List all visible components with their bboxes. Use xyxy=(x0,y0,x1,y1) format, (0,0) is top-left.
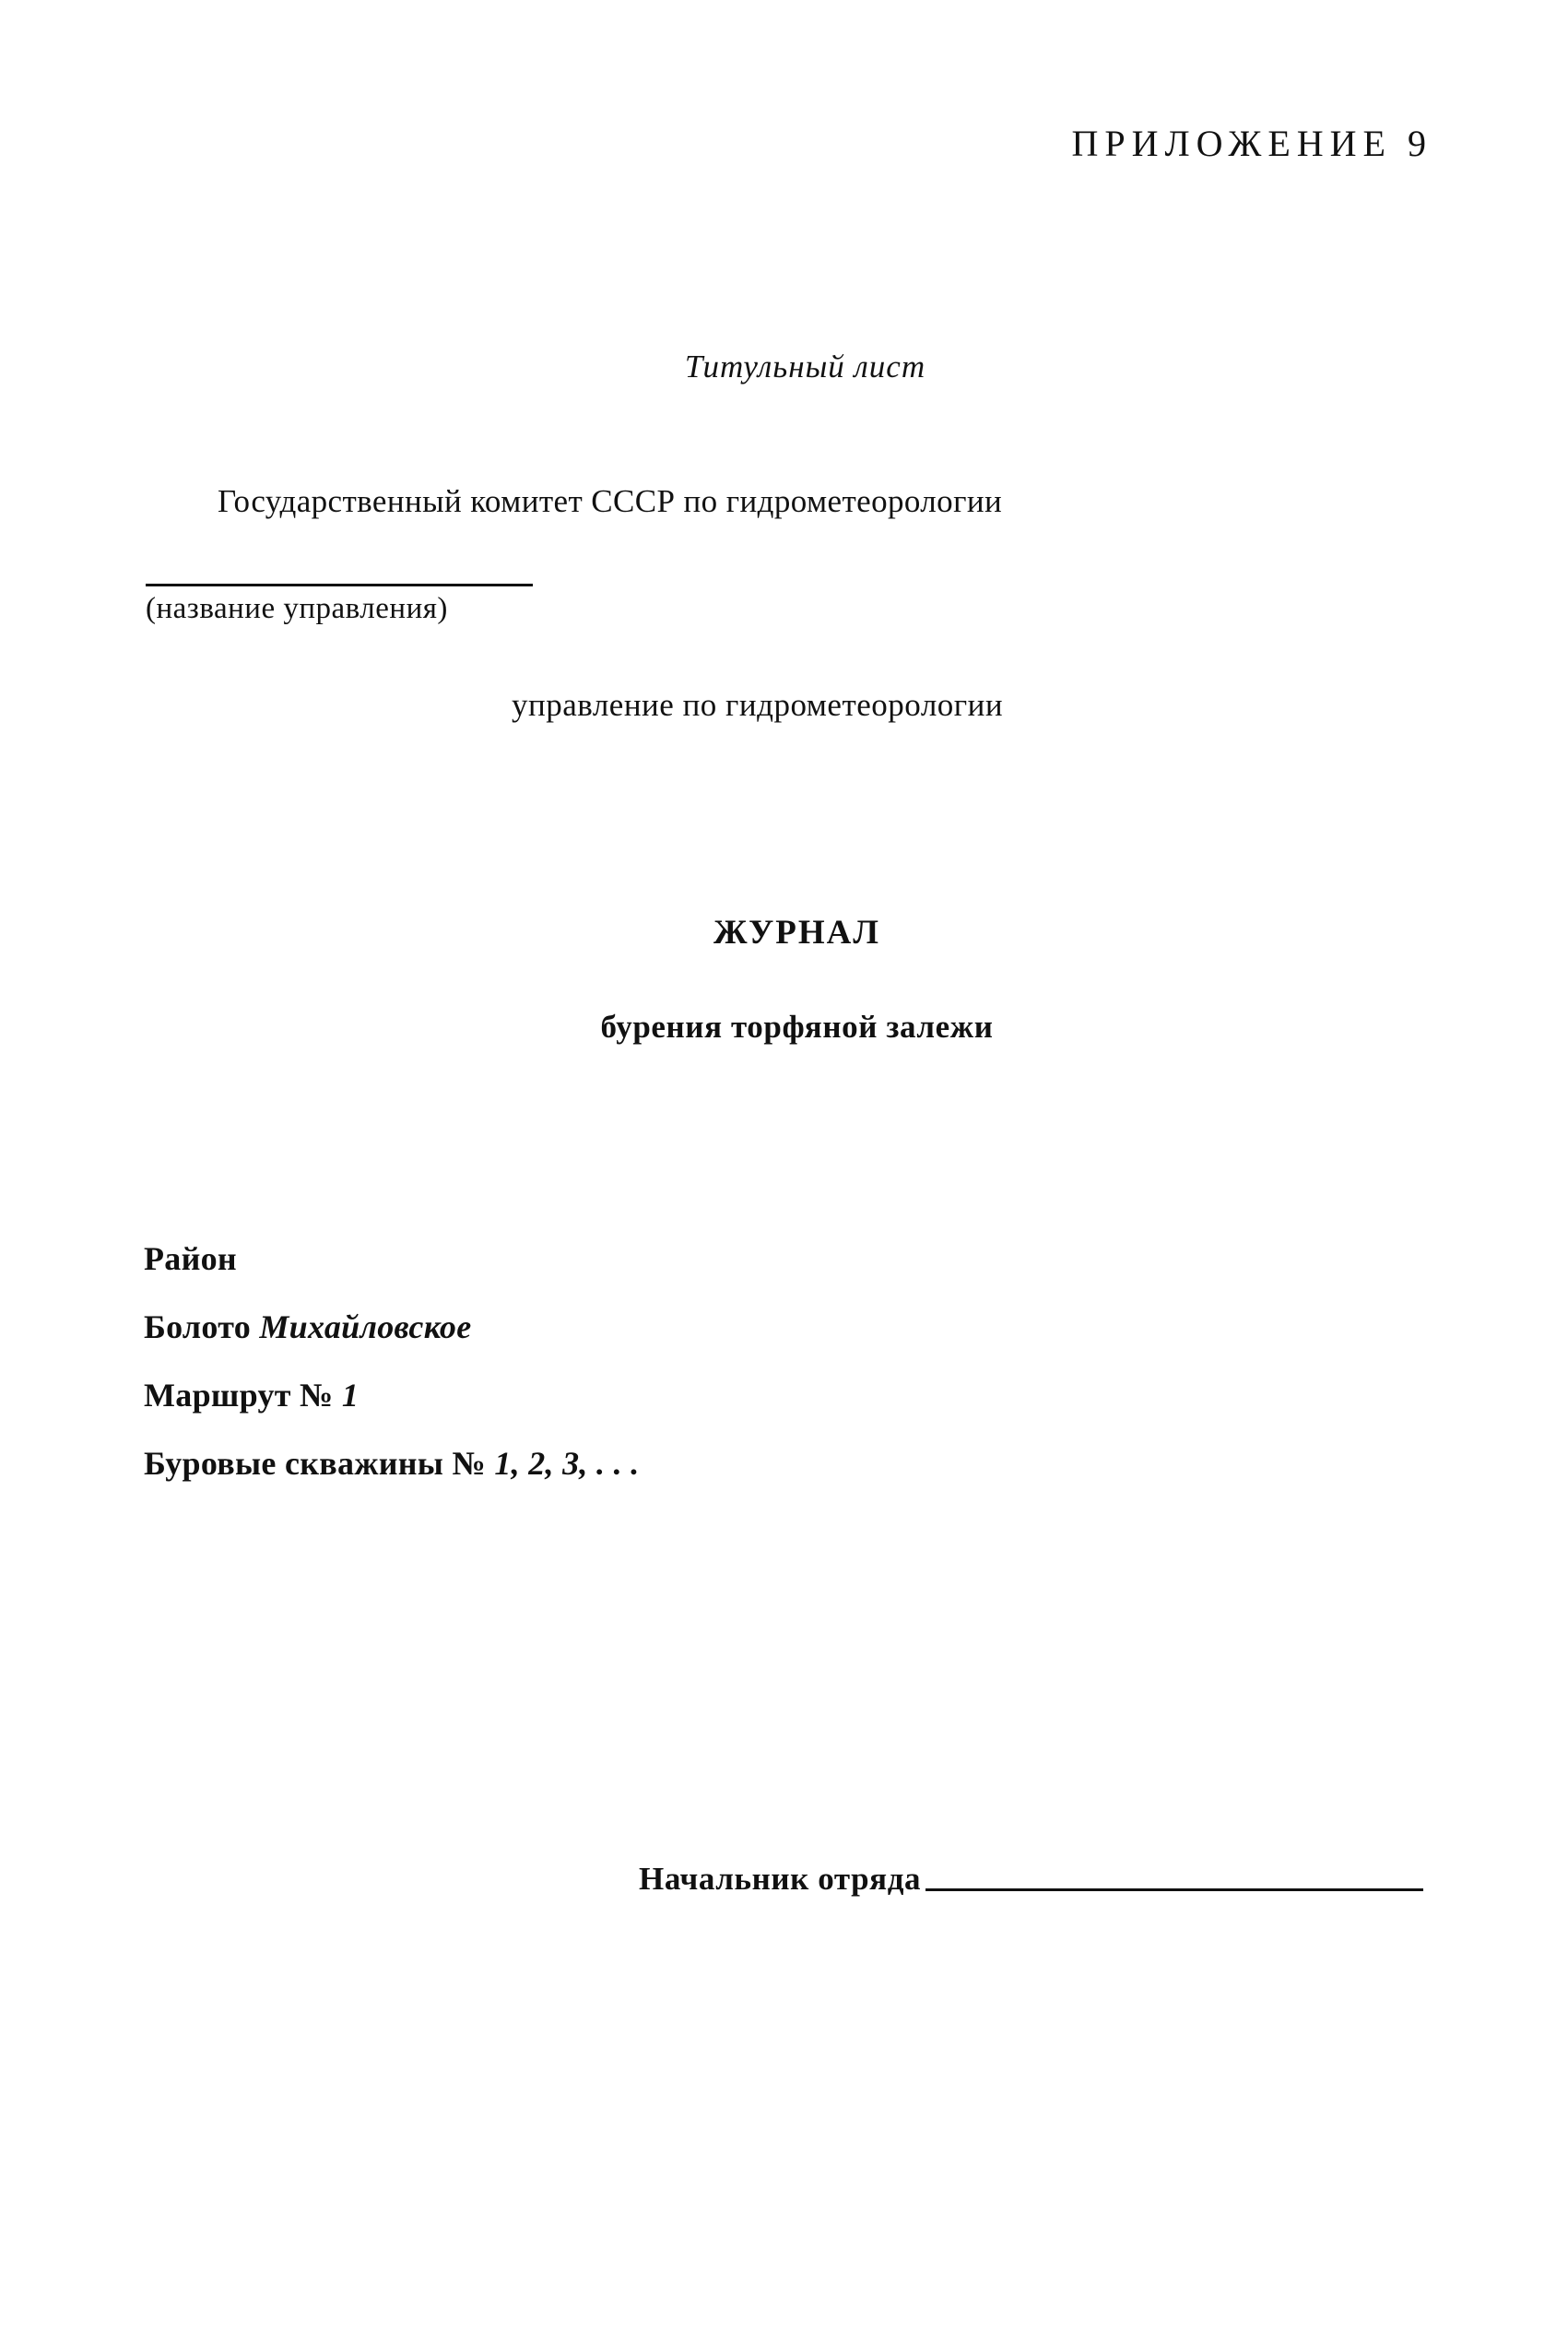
appendix-number: ПРИЛОЖЕНИЕ 9 xyxy=(1071,123,1432,164)
route-label: Маршрут № xyxy=(144,1377,334,1414)
wells-field xyxy=(144,1444,640,1483)
directorate-suffix: управление по гидрометеорологии xyxy=(512,687,1004,723)
bog-value: Михайловское xyxy=(259,1308,472,1345)
directorate-blank-line xyxy=(146,584,533,586)
wells-label: Буровые скважины № xyxy=(144,1445,486,1482)
journal-subtitle: бурения торфяной залежи xyxy=(600,1009,994,1045)
wells-value: 1, 2, 3, . . . xyxy=(494,1445,640,1482)
bog-label: Болото xyxy=(144,1308,252,1345)
journal-title: ЖУРНАЛ xyxy=(713,914,880,952)
chief-signature-line xyxy=(925,1888,1423,1891)
directorate-caption: (название управления) xyxy=(146,592,448,625)
district-field xyxy=(144,1239,237,1278)
sheet-title: Титульный лист xyxy=(684,349,926,385)
chief-label: Начальник отряда xyxy=(639,1861,922,1897)
route-value: 1 xyxy=(341,1377,360,1414)
route-field xyxy=(144,1376,359,1414)
district-label: Район xyxy=(144,1240,237,1277)
committee-name: Государственный комитет СССР по гидрометеорологии xyxy=(218,483,1003,519)
bog-field xyxy=(144,1307,471,1346)
